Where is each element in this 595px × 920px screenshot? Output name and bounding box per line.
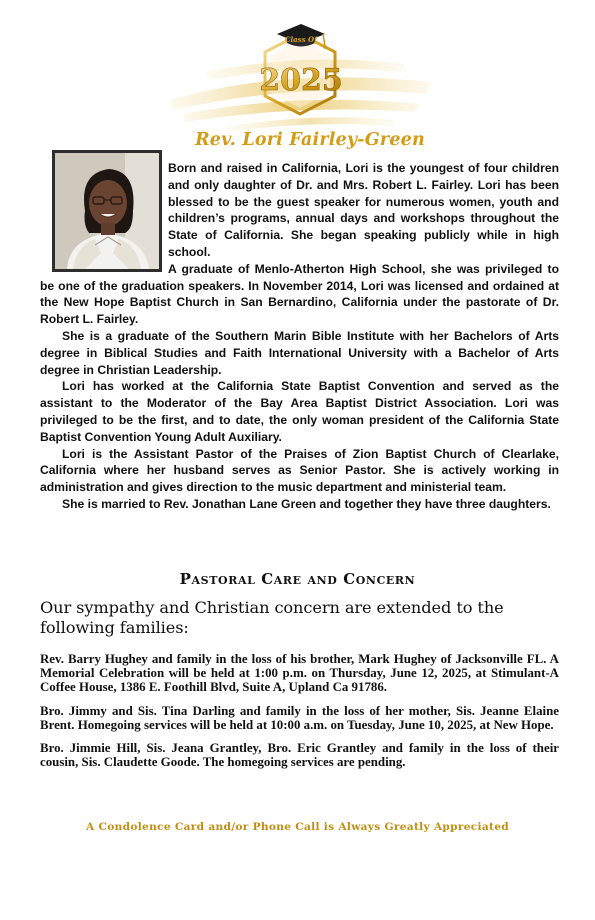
photo-float-spacer — [40, 160, 168, 272]
family-notice: Bro. Jimmie Hill, Sis. Jeana Grantley, Bro. Eric Grantley and family in the loss of their cousin, Sis. Claudette Goode. The homegoing services are pending. — [40, 741, 559, 770]
bio-paragraph: Lori has worked at the California State Baptist Convention and served as the assistant to the Moderator of the Bay Area Baptist District Association. Lori was privileged to be the first, and to date, the only woman president of the California State Baptist Convention Young Adult Auxiliary. — [40, 379, 559, 444]
pastor-name: Rev. Lori Fairley-Green — [195, 130, 425, 150]
family-notice: Rev. Barry Hughey and family in the loss of his brother, Mark Hughey of Jacksonville FL. A Memorial Celebration will be held at 1:00 p.m. on Thursday, June 12, 2025, at Stimulant-A Coffee House, 1386 E. Foothill Blvd, Suite A, Upland Ca 91786. — [40, 652, 559, 695]
bio-paragraph: Lori is the Assistant Pastor of the Praises of Zion Baptist Church of Clearlake, California where her husband serves as Senior Pastor. She is actively working in administration and gives direction to the music department and ministerial team. — [40, 446, 559, 495]
pastoral-care-intro: Our sympathy and Christian concern are extended to the following families: — [40, 598, 504, 637]
graduation-2025-logo — [165, 12, 435, 142]
condolence-footer: A Condolence Card and/or Phone Call is Always Greatly Appreciated — [86, 821, 509, 833]
bio-paragraph: Born and raised in California, Lori is the youngest of four children and only daughter of Dr. and Mrs. Robert L. Fairley. Lori has been blessed to be the guest speaker for numerous women, youth and children’s programs, annual days and workshops throughout the State of California. She began speaking publicly while in high school. — [168, 161, 559, 259]
biography — [40, 160, 559, 513]
cap-text: Class Of — [284, 35, 318, 44]
families-list — [40, 652, 559, 778]
family-notice: Bro. Jimmy and Sis. Tina Darling and family in the loss of her mother, Sis. Jeanne Elaine Brent. Homegoing services will be held at 10:00 a.m. on Tuesday, June 10, 2025, at New Hope. — [40, 703, 559, 732]
bio-paragraph: She is married to Rev. Jonathan Lane Green and together they have three daughters. — [62, 496, 551, 511]
pastoral-care-heading: Pastoral Care and Concern — [179, 570, 416, 588]
bio-paragraph: She is a graduate of the Southern Marin Bible Institute with her Bachelors of Arts degree in Biblical Studies and Faith International University with a Bachelor of Arts degree in Christian Leadership. — [40, 328, 559, 377]
year-label: 2025 — [259, 63, 343, 98]
bio-paragraph: A graduate of Menlo-Atherton High School, she was privileged to be one of the graduation speakers. In November 2014, Lori was licensed and ordained at the New Hope Baptist Church in San Bernardino, California under the pastorate of Dr. Robert L. Fairley. — [40, 261, 559, 327]
